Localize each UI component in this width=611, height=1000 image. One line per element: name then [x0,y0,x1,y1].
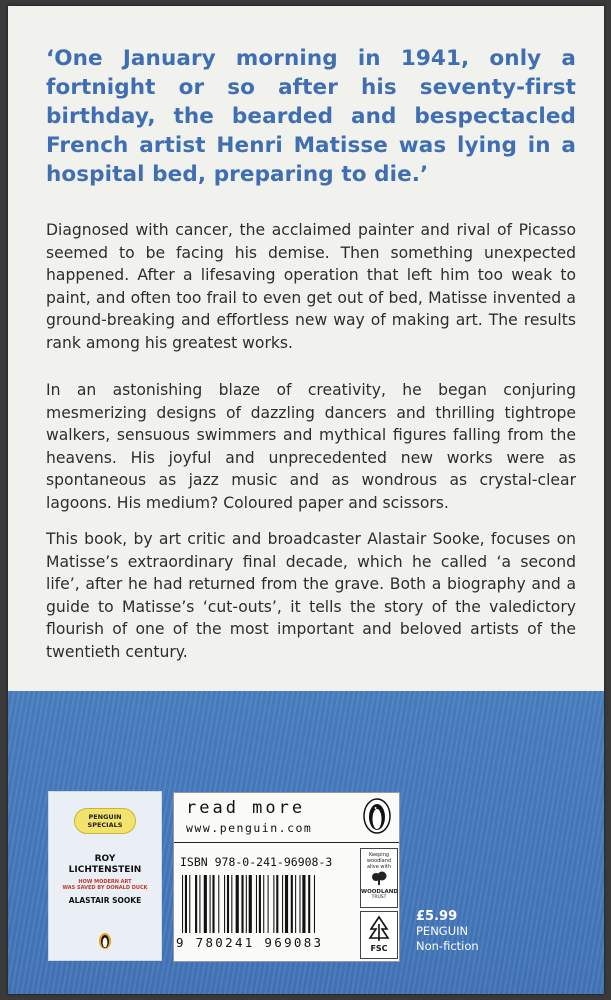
fsc-tree-icon [364,914,394,944]
woodland-trust-name: WOODLAND [361,889,398,895]
woodland-trust-text [361,849,397,870]
related-title-cover [48,791,162,961]
woodland-trust-badge [360,848,398,908]
blue-footer-band [8,691,604,994]
related-title-subtitle-line1: HOW MODERN ART [78,879,132,885]
website-link[interactable]: www.penguin.com [186,821,313,835]
publisher: PENGUIN [416,924,469,938]
related-title-subject [49,854,161,876]
barcode-number: 9 780241 969083 [176,935,324,950]
woodland-trust-trust: TRUST [371,895,387,900]
info-panel [173,792,400,962]
fsc-label: FSC [370,944,388,953]
related-title-subject-line2: LICHTENSTEIN [68,865,142,875]
isbn-label: ISBN 978-0-241-96908-3 [180,855,333,869]
related-title-subtitle [49,879,161,891]
category: Non-fiction [416,939,479,953]
blurb-paragraph-2: In an astonishing blaze of creativity, he began conjuring mesmerizing designs of dazzling dancers and thrilling tightrope walkers, sensuous swimmers and mythical figures falling from the heavens. His joyful and unprecedented new works were as spontaneous as jazz music and as wondrous as crystal-clear lagoons. His medium? Coloured paper and scissors. [46,381,576,512]
penguin-icon [97,930,113,950]
barcode-icon [180,875,360,933]
pull-quote: ‘One January morning in 1941, only a fortnight or so after his seventy-first birthday, the bearded and bespectacled French artist Henri Matisse was lying in a hospital bed, preparing to die.’ [46,46,576,187]
woodland-text-line2: woodland [366,858,392,864]
related-title-subject-line1: ROY [94,854,116,864]
woodland-text-line3: alive with [366,864,392,870]
price: £5.99 [416,909,458,924]
penguin-logo-icon [362,797,392,835]
related-title-author: ALASTAIR SOOKE [68,896,142,905]
blurb-paragraph-3: This book, by art critic and broadcaster Alastair Sooke, focuses on Matisse’s extraordinary final decade, which he called ‘a second life’, after he had returned from the grave. Both a biography and a guide to Matisse’s ‘cut-outs’, it tells the story of the valedictory flourish of one of the most important and beloved artists of the twentieth century. [46,530,576,661]
related-title-subtitle-line2: WAS SAVED BY DONALD DUCK [62,885,148,891]
price-block [416,909,479,954]
penguin-specials-badge: PENGUIN SPECIALS [74,808,136,834]
fsc-badge [360,911,398,959]
read-more-label: read more [186,798,306,818]
blurb-paragraph-1: Diagnosed with cancer, the acclaimed painter and rival of Picasso seemed to be facing his demise. Then something unexpected happened. After a lifesaving operation that left him too weak to paint, and often too frail to even get out of bed, Matisse invented a ground-breaking and effortless new way of making art. The results rank among his greatest works. [46,221,576,352]
woodland-text-line1: Keeping [368,852,390,858]
tree-icon [370,871,388,885]
back-cover [8,6,604,994]
divider [174,842,399,843]
